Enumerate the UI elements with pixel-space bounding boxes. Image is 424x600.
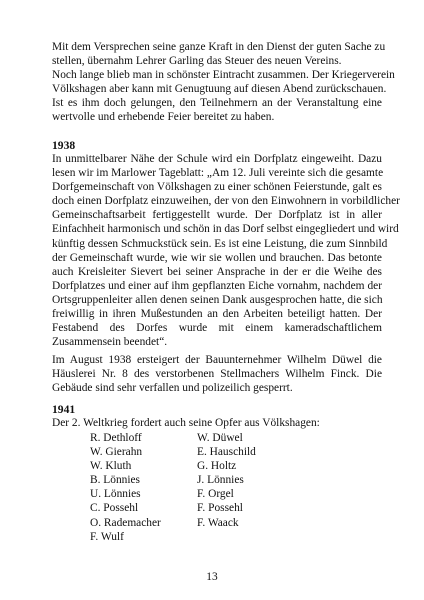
text-line: wertvolle und erhebende Feier bereitet zu haben.	[52, 111, 275, 124]
text-line: Häuslerei Nr. 8 des verstorbenen Stellmachers Wilhelm Finck. Die	[52, 368, 382, 381]
list-item: J. Lönnies	[197, 474, 244, 487]
heading-1941: 1941	[52, 403, 76, 416]
text-line: Ist es ihm doch gelungen, den Teilnehmern an der Veranstaltung eine	[52, 97, 382, 110]
text-line: In unmittelbarer Nähe der Schule wird ein Dorfplatz eingeweiht. Dazu	[52, 153, 382, 165]
paragraph-dorfplatz	[52, 152, 400, 349]
page-number: 13	[206, 571, 218, 583]
list-item: W. Düwel	[197, 432, 243, 444]
list-row	[90, 516, 256, 530]
text-line: der Gemeinschaft wurde, wie wir sie wollen und brauchen. Das betonte	[52, 251, 382, 264]
list-item: W. Kluth	[90, 460, 132, 473]
text-line: künftig dessen Schmuckstück sein. Es ist eine Leistung, die zum Sinnbild	[52, 237, 388, 250]
list-row	[90, 501, 256, 515]
paragraph-association-founding	[52, 40, 395, 125]
list-row	[90, 487, 256, 501]
text-line: Zusammensein beendet“.	[52, 336, 168, 349]
text-line: doch einen Dorfplatz einzuweihen, der von den Einwohnern in vorbildlicher	[52, 195, 400, 208]
list-item: B. Lönnies	[90, 474, 140, 487]
list-item: U. Lönnies	[90, 488, 141, 501]
text-line: Im August 1938 ersteigert der Bauunternehmer Wilhelm Düwel die	[52, 354, 382, 366]
text-line: auch Kreisleiter Sievert bei seiner Ansprache in der er die Weihe des	[52, 265, 382, 278]
text-line: freiwillig in ihren Mußestunden an den Arbeiten beteiligt hatten. Der	[52, 308, 382, 321]
text-line: Mit dem Versprechen seine ganze Kraft in den Dienst der guten Sache zu	[52, 41, 386, 53]
paragraph-war-victims-intro	[52, 416, 382, 430]
list-item: F. Waack	[197, 516, 239, 529]
text-line: Ortsgruppenleiter allen denen seinen Dank ausgesprochen hatte, die sich	[52, 293, 383, 306]
text-line: lesen wir im Marlower Tageblatt: „Am 12. Juli vereinte sich die gesamte	[52, 167, 384, 180]
list-row	[90, 431, 256, 445]
text-line: Dorfgemeinschaft von Völkshagen zu einer schönen Feierstunde, galt es	[52, 181, 382, 194]
list-item: W. Gierahn	[90, 446, 143, 459]
list-item: C. Possehl	[90, 502, 139, 515]
list-row	[90, 459, 256, 473]
list-item: F. Orgel	[197, 488, 234, 501]
list-row	[90, 473, 256, 487]
paragraph-august-1938	[52, 353, 382, 395]
text-line: Gebäude sind sehr verfallen und polizeilich gesperrt.	[52, 382, 293, 395]
text-line: Einfachheit harmonisch und schön in das Dorf selbst eingegliedert und wird	[52, 223, 399, 236]
list-item: R. Dethloff	[90, 432, 142, 444]
list-row	[90, 530, 256, 544]
text-line: stellen, übernahm Lehrer Garling das Steuer des neuen Vereins.	[52, 55, 342, 68]
text-line: Festabend des Dorfes wurde mit einem kameradschaftlichem	[52, 322, 382, 335]
list-item: E. Hauschild	[197, 446, 256, 459]
text-line: Noch lange blieb man in schönster Eintracht zusammen. Der Kriegerverein	[52, 69, 395, 82]
text-line: Der 2. Weltkrieg fordert auch seine Opfer aus Völkshagen:	[52, 417, 320, 429]
text-line: Völkshagen aber kann mit Genugtuung auf diesen Abend zurückschauen.	[52, 83, 387, 96]
list-item: F. Possehl	[197, 502, 243, 515]
text-line: Dorfplatzes und einer auf ihm gepflanzten Eiche vornahm, nachdem der	[52, 279, 382, 292]
list-item: G. Holtz	[197, 460, 237, 473]
list-item: F. Wulf	[90, 530, 124, 543]
heading-1938: 1938	[52, 139, 76, 152]
war-victims-list	[90, 431, 256, 544]
list-item: O. Rademacher	[90, 516, 161, 529]
text-line: Gemeinschaftsarbeit fertiggestellt wurde. Der Dorfplatz ist in aller	[52, 209, 382, 222]
list-row	[90, 445, 256, 459]
